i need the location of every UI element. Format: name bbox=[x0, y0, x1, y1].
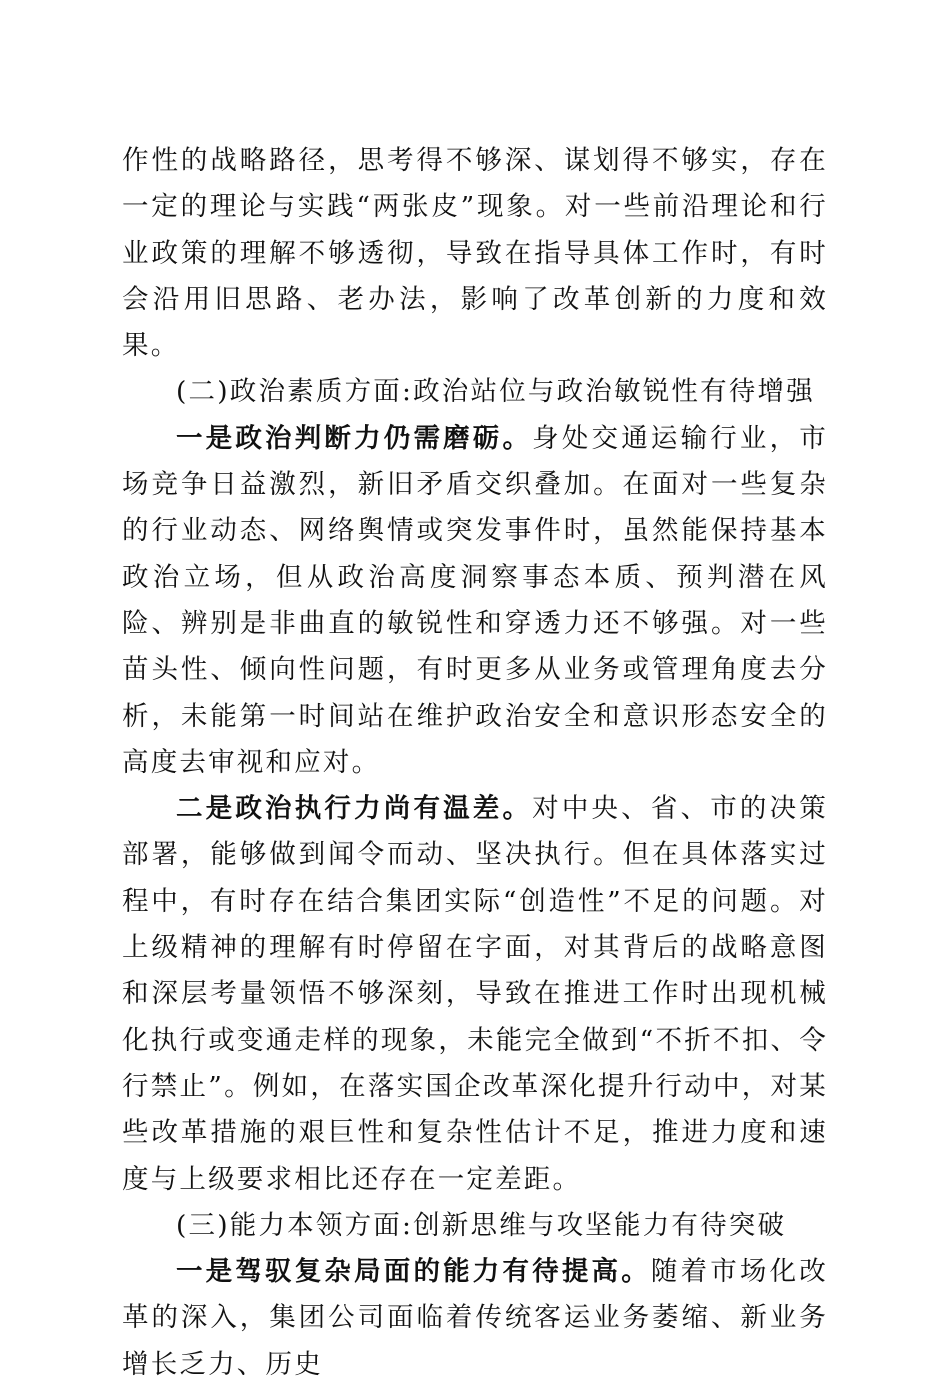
section-heading-political-quality: (二)政治素质方面:政治站位与政治敏锐性有待增强 bbox=[176, 376, 815, 408]
paragraph-lead: 二是政治执行力尚有温差。 bbox=[176, 793, 533, 825]
paragraph-body: 随着市场化改革的深入，集团公司面临着传统客运业务萎缩、新业务增长乏力、历史 bbox=[122, 1256, 828, 1380]
paragraph-complex-situations bbox=[122, 1249, 828, 1388]
paragraph-lead: 一是驾驭复杂局面的能力有待提高。 bbox=[176, 1256, 651, 1288]
paragraph-body: 身处交通运输行业，市场竞争日益激烈，新旧矛盾交织叠加。在面对一些复杂的行业动态、网络舆情或突发事件时，虽然能保持基本政治立场，但从政治高度洞察事态本质、预判潜在风险、辨别是非曲直的敏锐性和穿透力还不够强。对一些苗头性、倾向性问题，有时更多从业务或管理角度去分析，未能第一时间站在维护政治安全和意识形态安全的高度去审视和应对。 bbox=[122, 422, 828, 778]
paragraph-political-execution bbox=[122, 786, 828, 1203]
document-body bbox=[122, 138, 828, 1388]
paragraph-body: 对中央、省、市的决策部署，能够做到闻令而动、坚决执行。但在具体落实过程中，有时存在结合集团实际“创造性”不足的问题。对上级精神的理解有时停留在字面，对其背后的战略意图和深层考量领悟不够深刻，导致在推进工作时出现机械化执行或变通走样的现象，未能完全做到“不折不扣、令行禁止”。例如，在落实国企改革深化提升行动中，对某些改革措施的艰巨性和复杂性估计不足，推进力度和速度与上级要求相比还存在一定差距。 bbox=[122, 793, 828, 1195]
paragraph-lead: 一是政治判断力仍需磨砺。 bbox=[176, 422, 533, 454]
paragraph-political-judgment bbox=[122, 416, 828, 786]
section-heading-ability: (三)能力本领方面:创新思维与攻坚能力有待突破 bbox=[176, 1209, 787, 1241]
paragraph-continuation: 作性的战略路径，思考得不够深、谋划得不够实，存在一定的理论与实践“两张皮”现象。对一些前沿理论和行业政策的理解不够透彻，导致在指导具体工作时，有时会沿用旧思路、老办法，影响了改革创新的力度和效果。 bbox=[122, 145, 828, 362]
